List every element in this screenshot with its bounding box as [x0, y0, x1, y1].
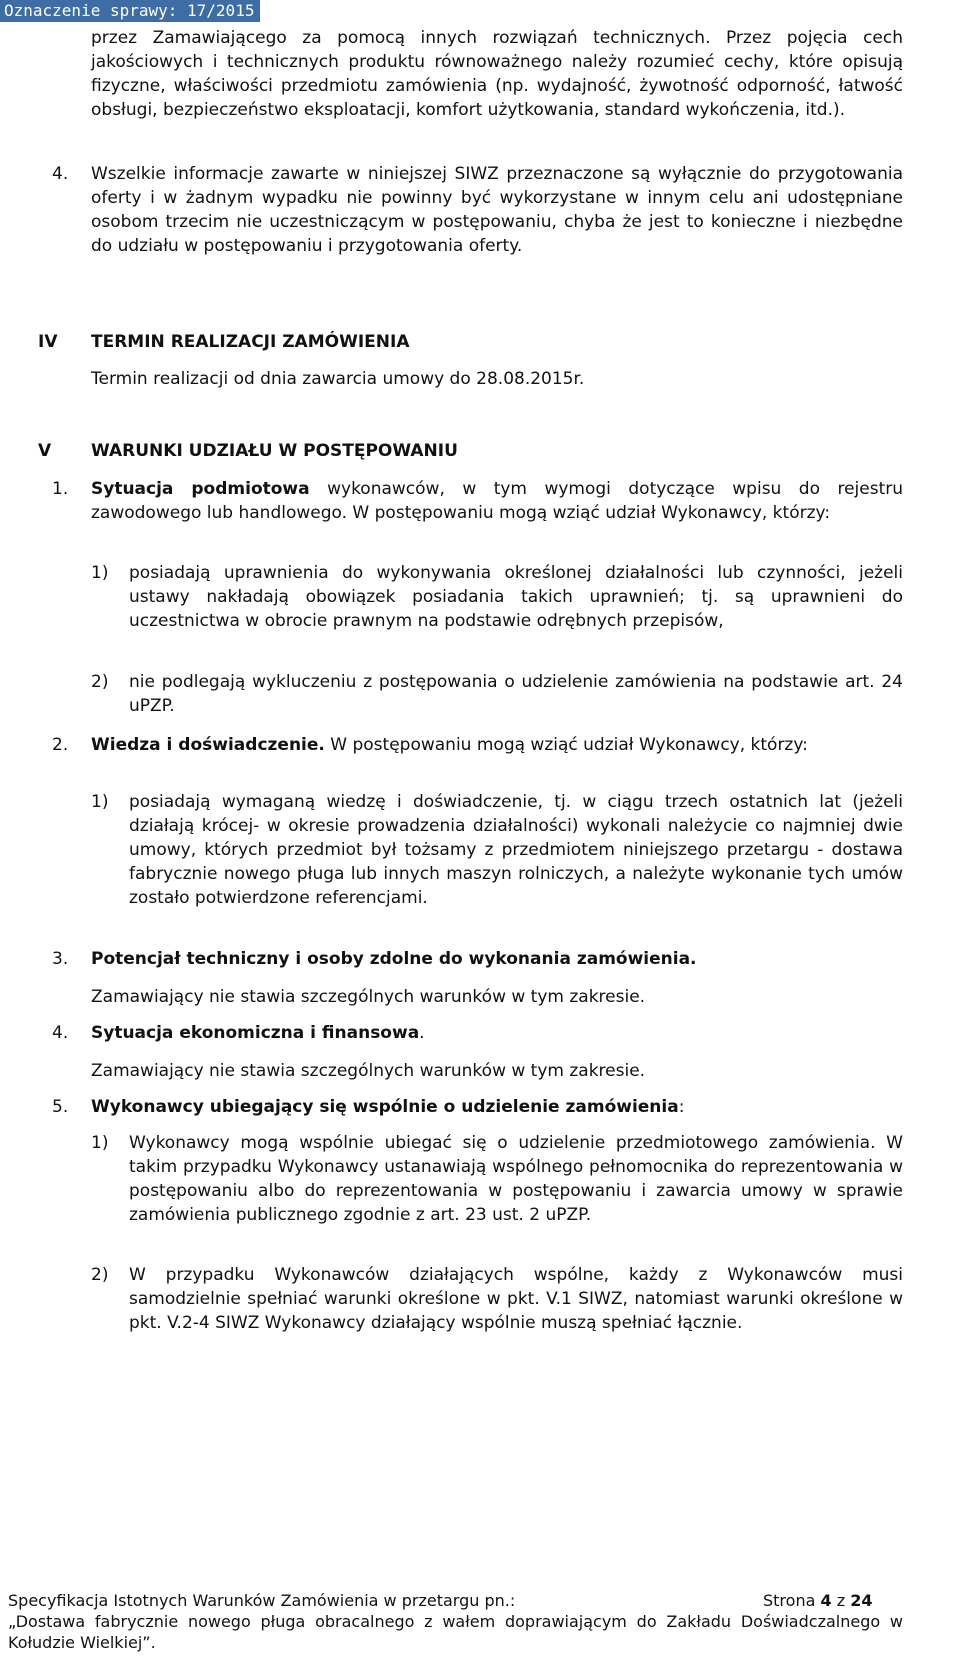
- heading-punctuation: :: [678, 1097, 685, 1117]
- page-indicator: [763, 1590, 872, 1611]
- condition-heading: Sytuacja podmiotowa: [91, 479, 310, 499]
- case-number-label: Oznaczenie sprawy: 17/2015: [0, 0, 260, 22]
- subitem-text: posiadają uprawnienia do wykonywania określonej działalności lub czynności, jeżeli ustawy nakładają obowiązek posiadania takich uprawnień; tj. są uprawnieni do uczestnictwa w obrocie prawnym na podstawie odrębnych przepisów,: [129, 563, 903, 631]
- subitem-text: posiadają wymaganą wiedzę i doświadczenie, tj. w ciągu trzech ostatnich lat (jeżeli działają krócej- w okresie prowadzenia działalności) wykonali należycie co najmniej dwie umowy, których przedmiot był tożsamy z przedmiotem niniejszego przetargu - dostawa fabrycznie nowego pługa lub innych maszyn rolniczych, a należyte wykonanie tych umów zostało potwierdzone referencjami.: [129, 792, 903, 908]
- item-number: 2.: [52, 735, 69, 755]
- section-title: TERMIN REALIZACJI ZAMÓWIENIA: [91, 332, 410, 352]
- item-4-text: Wszelkie informacje zawarte w niniejszej SIWZ przeznaczone są wyłącznie do przygotowania oferty i w żadnym wypadku nie powinny być wykorzystane w innym celu ani udostępniane osobom trzecim nie uczestniczącym w postępowaniu, chyba że jest to konieczne i niezbędne do udziału w postępowaniu i przygotowania oferty.: [91, 164, 903, 256]
- subitem-number: 1): [91, 563, 109, 583]
- footer-spec-title: Specyfikacja Istotnych Warunków Zamówienia w przetargu pn.:: [8, 1591, 516, 1610]
- intro-paragraph: przez Zamawiającego za pomocą innych rozwiązań technicznych. Przez pojęcia cech jakościowych i technicznych produktu równoważnego należy rozumieć cechy, które opisują fizyczne, właściwości przedmiotu zamówienia (np. wydajność, żywotność odporność, łatwość obsługi, bezpieczeństwo eksploatacji, komfort użytkowania, standard wykończenia, itd.).: [91, 28, 903, 120]
- condition-heading: [91, 947, 697, 971]
- deadline-text: Termin realizacji od dnia zawarcia umowy do 28.08.2015r.: [91, 369, 585, 389]
- item-number: 5.: [52, 1097, 69, 1117]
- section-numeral: V: [38, 441, 52, 461]
- condition-text: Zamawiający nie stawia szczególnych warunków w tym zakresie.: [91, 987, 646, 1007]
- subitem-text: nie podlegają wykluczeniu z postępowania o udzielenie zamówienia na podstawie art. 24 uPZP.: [129, 672, 903, 716]
- subitem-number: 2): [91, 1265, 109, 1285]
- condition-heading: [91, 1021, 425, 1045]
- condition-heading: Wiedza i doświadczenie.: [91, 735, 325, 755]
- subitem-number: 2): [91, 672, 109, 692]
- item-number: 3.: [52, 949, 69, 969]
- footer-subject: „Dostawa fabrycznie nowego pługa obracalnego z wałem doprawiającym do Zakładu Doświadczalnego w Kołudzie Wielkiej”.: [8, 1612, 903, 1652]
- item-number: 1.: [52, 479, 69, 499]
- condition-heading-bold: Wykonawcy ubiegający się wspólnie o udzielenie zamówienia: [91, 1097, 679, 1117]
- item-number: 4.: [52, 1023, 69, 1043]
- subitem-text: W przypadku Wykonawców działających wspólne, każdy z Wykonawców musi samodzielnie spełniać warunki określone w pkt. V.1 SIWZ, natomiast warunki określone w pkt. V.2-4 SIWZ Wykonawcy działający wspólnie muszą spełniać łącznie.: [129, 1265, 903, 1333]
- condition-1-paragraph: [91, 477, 903, 525]
- item-number: 4.: [52, 164, 69, 184]
- condition-heading: [91, 1095, 684, 1119]
- condition-heading-bold: Potencjał techniczny i osoby zdolne do wykonania zamówienia.: [91, 949, 697, 969]
- condition-heading-bold: Sytuacja ekonomiczna i finansowa: [91, 1023, 420, 1043]
- subitem-number: 1): [91, 792, 109, 812]
- page-separator: z: [831, 1591, 851, 1610]
- page-prefix: Strona: [763, 1591, 821, 1610]
- section-title: WARUNKI UDZIAŁU W POSTĘPOWANIU: [91, 441, 458, 461]
- condition-text: Zamawiający nie stawia szczególnych warunków w tym zakresie.: [91, 1061, 646, 1081]
- page-total: 24: [850, 1591, 873, 1610]
- heading-punctuation: .: [419, 1023, 425, 1043]
- condition-text: wykonawców, w tym wymogi dotyczące wpisu do rejestru zawodowego lub handlowego. W postępowaniu mogą wziąć udział Wykonawcy, którzy:: [91, 479, 904, 523]
- subitem-text: Wykonawcy mogą wspólnie ubiegać się o udzielenie przedmiotowego zamówienia. W takim przypadku Wykonawcy ustanawiają wspólnego pełnomocnika do reprezentowania w postępowaniu albo do reprezentowania w postępowaniu i zawarcia umowy w sprawie zamówienia publicznego zgodnie z art. 23 ust. 2 uPZP.: [129, 1133, 903, 1225]
- page-number: 4: [820, 1591, 832, 1610]
- section-numeral: IV: [38, 332, 58, 352]
- condition-2-paragraph: [91, 733, 903, 757]
- subitem-number: 1): [91, 1133, 109, 1153]
- condition-text: W postępowaniu mogą wziąć udział Wykonawcy, którzy:: [324, 735, 808, 755]
